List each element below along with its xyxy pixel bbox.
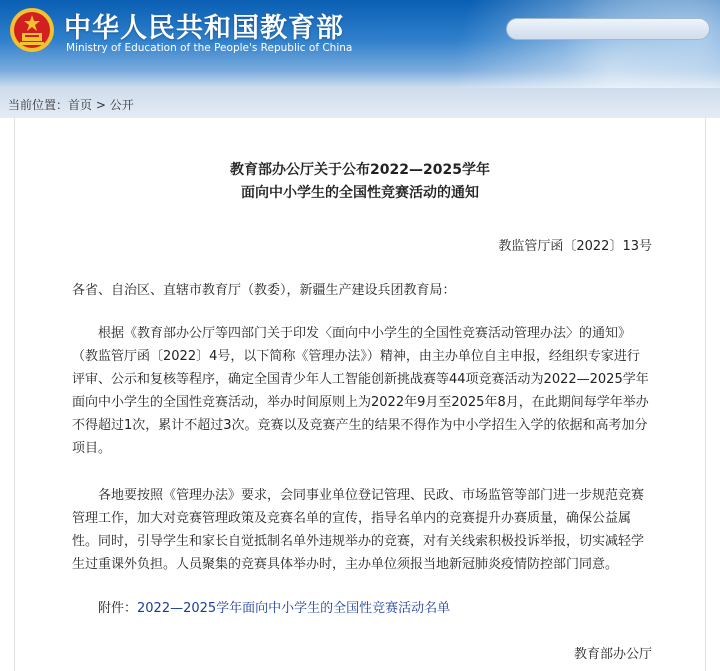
paragraph-2	[72, 484, 652, 576]
breadcrumb	[8, 96, 134, 113]
search-box[interactable]	[506, 18, 710, 40]
breadcrumb-current-link[interactable]: 公开	[109, 98, 134, 112]
attachment-link[interactable]: 2022—2025学年面向中小学生的全国性竞赛活动名单	[137, 601, 451, 616]
paragraph-1-line: 根据《教育部办公厅等四部门关于印发〈面向中小学生的全国性竞赛活动管理办法〉的通知》	[98, 326, 632, 341]
attachment	[98, 597, 450, 616]
header-decoration	[360, 0, 720, 88]
site-subtitle: Ministry of Education of the People's Republic of China	[66, 42, 353, 54]
paragraph-2-line: 生过重课外负担。人员聚集的竞赛具体举办时，主办单位须报当地新冠肺炎疫情防控部门同意。	[72, 557, 619, 572]
breadcrumb-label: 当前位置：	[8, 98, 69, 112]
site-header	[0, 0, 720, 88]
article-title-line2: 面向中小学生的全国性竞赛活动的通知	[241, 185, 479, 201]
paragraph-1-line: 不得超过1次，累计不超过3次。竞赛以及竞赛产生的结果不得作为中小学招生入学的依据和高考加分	[72, 418, 648, 433]
site-title[interactable]: 中华人民共和国教育部	[64, 13, 344, 44]
paragraph-2-line: 性。同时，引导学生和家长自觉抵制名单外违规举办的竞赛，对有关线索积极投诉举报，切实减轻学	[72, 534, 645, 549]
paragraph-1-line: （教监管厅函〔2022〕4号，以下简称《管理办法》）精神，由主办单位自主申报，经组织专家进行	[72, 349, 640, 364]
search-input[interactable]	[507, 21, 709, 41]
salutation: 各省、自治区、直辖市教育厅（教委），新疆生产建设兵团教育局：	[72, 283, 456, 298]
paragraph-1-line: 面向中小学生的全国性竞赛活动，举办时间原则上为2022年9月至2025年8月，在此期间每学年举办	[72, 395, 649, 410]
paragraph-2-line: 管理工作，加大对竞赛管理政策及竞赛名单的宣传，指导名单内的竞赛提升办赛质量，确保公益属	[72, 511, 632, 526]
paragraph-1-line: 项目。	[72, 441, 112, 456]
paragraph-2-line: 各地要按照《管理办法》要求，会同事业单位登记管理、民政、市场监管等部门进一步规范竞赛	[98, 488, 645, 503]
document-number: 教监管厅函〔2022〕13号	[498, 239, 652, 254]
paragraph-1-line: 评审、公示和复核等程序，确定全国青少年人工智能创新挑战赛等44项竞赛活动为2022—2025学年	[72, 372, 649, 387]
national-emblem-icon[interactable]	[8, 6, 56, 54]
breadcrumb-separator: >	[92, 98, 110, 112]
signature: 教育部办公厅	[573, 647, 652, 662]
article-title-line1: 教育部办公厅关于公布2022—2025学年	[230, 162, 490, 178]
attachment-label: 附件：	[98, 601, 138, 616]
paragraph-1	[72, 322, 652, 460]
breadcrumb-home-link[interactable]: 首页	[68, 98, 93, 112]
